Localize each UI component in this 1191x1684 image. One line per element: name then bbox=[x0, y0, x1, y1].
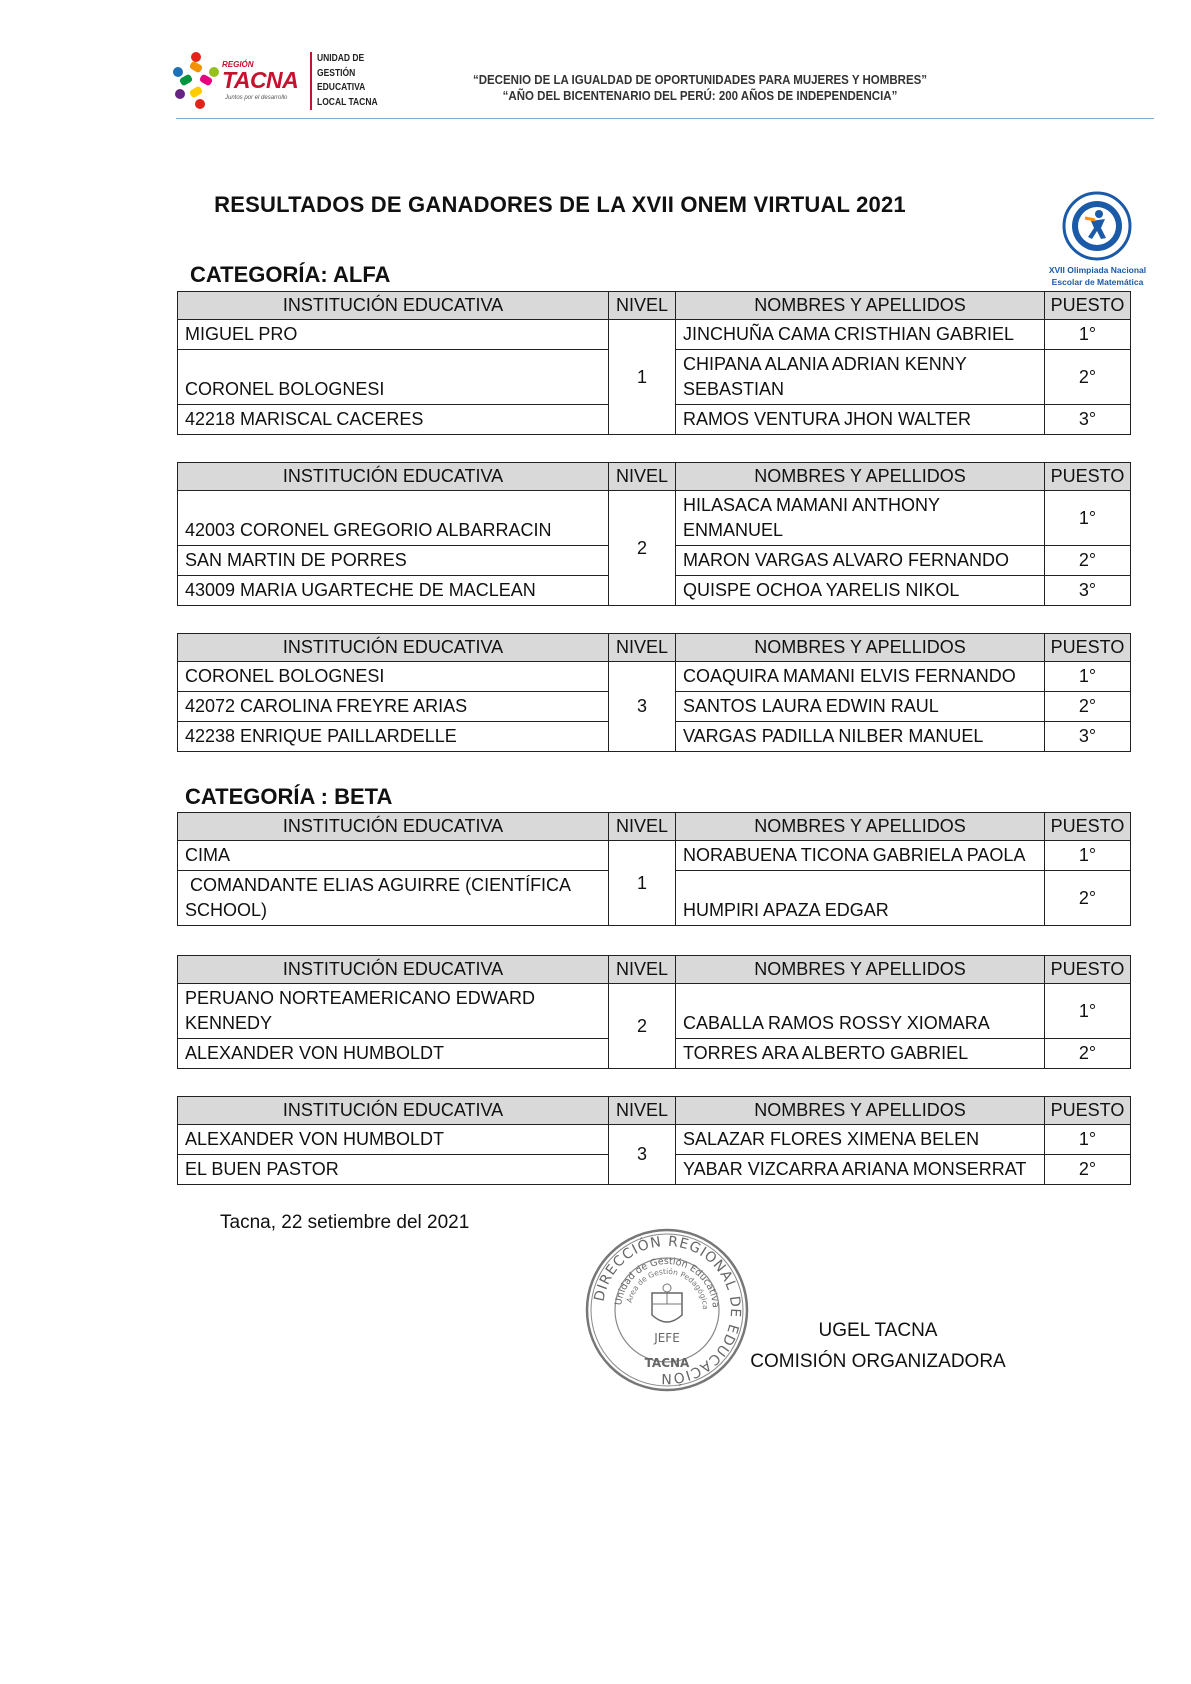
nombre-cell: CABALLA RAMOS ROSSY XIOMARA bbox=[676, 984, 1045, 1039]
table-header-row bbox=[178, 292, 1131, 320]
institucion-cell: ALEXANDER VON HUMBOLDT bbox=[178, 1125, 609, 1155]
nivel-cell: 3 bbox=[609, 1125, 676, 1185]
col-nivel: NIVEL bbox=[609, 956, 676, 984]
col-institucion: INSTITUCIÓN EDUCATIVA bbox=[178, 463, 609, 491]
ugel-line-2: GESTIÓN bbox=[317, 67, 356, 79]
page-header bbox=[0, 0, 1191, 130]
puesto-cell: 1° bbox=[1045, 984, 1131, 1039]
institucion-cell: 42072 CAROLINA FREYRE ARIAS bbox=[178, 692, 609, 722]
institucion-cell: CORONEL BOLOGNESI bbox=[178, 662, 609, 692]
nombre-cell: VARGAS PADILLA NILBER MANUEL bbox=[676, 722, 1045, 752]
alfa-nivel-2-table bbox=[177, 462, 1131, 606]
col-nivel: NIVEL bbox=[609, 463, 676, 491]
ugel-line-4: LOCAL TACNA bbox=[317, 96, 378, 108]
puesto-cell: 1° bbox=[1045, 320, 1131, 350]
puesto-cell: 2° bbox=[1045, 350, 1131, 405]
ugel-line-3: EDUCATIVA bbox=[317, 82, 366, 93]
ugel-line-1: UNIDAD DE bbox=[317, 53, 365, 64]
table-header-row bbox=[178, 463, 1131, 491]
nombre-cell: YABAR VIZCARRA ARIANA MONSERRAT bbox=[676, 1155, 1045, 1185]
ugel-name bbox=[317, 52, 378, 110]
nivel-cell: 2 bbox=[609, 491, 676, 606]
nombre-cell: QUISPE OCHOA YARELIS NIKOL bbox=[676, 576, 1045, 606]
header-divider bbox=[176, 118, 1154, 119]
onem-emblem-icon bbox=[1035, 188, 1160, 264]
col-institucion: INSTITUCIÓN EDUCATIVA bbox=[178, 634, 609, 662]
nombre-cell: COAQUIRA MAMANI ELVIS FERNANDO bbox=[676, 662, 1045, 692]
table-header-row bbox=[178, 813, 1131, 841]
puesto-cell: 2° bbox=[1045, 546, 1131, 576]
ugel-tacna-logo bbox=[170, 50, 390, 114]
puesto-cell: 1° bbox=[1045, 1125, 1131, 1155]
nivel-cell: 1 bbox=[609, 320, 676, 435]
nombre-cell: MARON VARGAS ALVARO FERNANDO bbox=[676, 546, 1045, 576]
table-header-row bbox=[178, 956, 1131, 984]
col-institucion: INSTITUCIÓN EDUCATIVA bbox=[178, 956, 609, 984]
nivel-cell: 1 bbox=[609, 841, 676, 926]
col-nombres: NOMBRES Y APELLIDOS bbox=[676, 1097, 1045, 1125]
beta-nivel-2-table bbox=[177, 955, 1131, 1069]
col-nivel: NIVEL bbox=[609, 1097, 676, 1125]
category-beta-heading: CATEGORÍA : BETA bbox=[185, 784, 393, 809]
document-date: Tacna, 22 setiembre del 2021 bbox=[220, 1212, 470, 1233]
nombre-cell: HUMPIRI APAZA EDGAR bbox=[676, 871, 1045, 926]
logo-divider bbox=[310, 52, 312, 110]
col-institucion: INSTITUCIÓN EDUCATIVA bbox=[178, 292, 609, 320]
nombre-cell: RAMOS VENTURA JHON WALTER bbox=[676, 405, 1045, 435]
table-header-row bbox=[178, 1097, 1131, 1125]
col-puesto: PUESTO bbox=[1045, 292, 1131, 320]
puesto-cell: 2° bbox=[1045, 1039, 1131, 1069]
seal-outer-text: DIRECCIÓN REGIONAL DE EDUCACIÓN bbox=[591, 1233, 744, 1387]
puesto-cell: 3° bbox=[1045, 405, 1131, 435]
category-alfa-heading: CATEGORÍA: ALFA bbox=[190, 262, 391, 287]
institucion-cell: CIMA bbox=[178, 841, 609, 871]
table-row bbox=[178, 1125, 1131, 1155]
nombre-cell: CHIPANA ALANIA ADRIAN KENNY SEBASTIAN bbox=[676, 350, 1045, 405]
institucion-cell: CORONEL BOLOGNESI bbox=[178, 350, 609, 405]
onem-logo bbox=[1035, 188, 1160, 288]
puesto-cell: 2° bbox=[1045, 871, 1131, 926]
table-row bbox=[178, 491, 1131, 546]
institucion-cell: 42003 CORONEL GREGORIO ALBARRACIN bbox=[178, 491, 609, 546]
table-row bbox=[178, 662, 1131, 692]
puesto-cell: 1° bbox=[1045, 491, 1131, 546]
institucion-cell: EL BUEN PASTOR bbox=[178, 1155, 609, 1185]
institucion-cell: ALEXANDER VON HUMBOLDT bbox=[178, 1039, 609, 1069]
institucion-cell: COMANDANTE ELIAS AGUIRRE (CIENTÍFICA SCHOOL) bbox=[178, 871, 609, 926]
col-institucion: INSTITUCIÓN EDUCATIVA bbox=[178, 1097, 609, 1125]
table-row bbox=[178, 841, 1131, 871]
alfa-nivel-3-table bbox=[177, 633, 1131, 752]
institucion-cell: 42238 ENRIQUE PAILLARDELLE bbox=[178, 722, 609, 752]
col-nivel: NIVEL bbox=[609, 292, 676, 320]
region-name: TACNA bbox=[222, 67, 299, 93]
institucion-cell: PERUANO NORTEAMERICANO EDWARD KENNEDY bbox=[178, 984, 609, 1039]
nivel-cell: 3 bbox=[609, 662, 676, 752]
onem-label-line-2: Escolar de Matemática bbox=[1051, 277, 1144, 287]
seal-inner-text-2: Área de Gestión Pedagógica bbox=[624, 1266, 711, 1310]
beta-nivel-3-table bbox=[177, 1096, 1131, 1185]
nombre-cell: TORRES ARA ALBERTO GABRIEL bbox=[676, 1039, 1045, 1069]
puesto-cell: 1° bbox=[1045, 841, 1131, 871]
puesto-cell: 3° bbox=[1045, 722, 1131, 752]
col-puesto: PUESTO bbox=[1045, 813, 1131, 841]
col-nivel: NIVEL bbox=[609, 813, 676, 841]
institucion-cell: MIGUEL PRO bbox=[178, 320, 609, 350]
signature-line-1: UGEL TACNA bbox=[818, 1320, 938, 1341]
col-puesto: PUESTO bbox=[1045, 634, 1131, 662]
page-title: RESULTADOS DE GANADORES DE LA XVII ONEM VIRTUAL 2021 bbox=[214, 192, 906, 217]
seal-inner-text: Unidad de Gestión Educativa bbox=[613, 1255, 722, 1309]
year-motto bbox=[442, 72, 957, 104]
table-header-row bbox=[178, 634, 1131, 662]
puesto-cell: 2° bbox=[1045, 692, 1131, 722]
nivel-cell: 2 bbox=[609, 984, 676, 1069]
nombre-cell: JINCHUÑA CAMA CRISTHIAN GABRIEL bbox=[676, 320, 1045, 350]
onem-logo-label bbox=[1035, 264, 1160, 288]
seal-stamp-icon bbox=[582, 1225, 752, 1395]
puesto-cell: 1° bbox=[1045, 662, 1131, 692]
puesto-cell: 2° bbox=[1045, 1155, 1131, 1185]
col-nombres: NOMBRES Y APELLIDOS bbox=[676, 956, 1045, 984]
region-small-label: REGIÓN bbox=[222, 60, 254, 69]
table-row bbox=[178, 984, 1131, 1039]
col-institucion: INSTITUCIÓN EDUCATIVA bbox=[178, 813, 609, 841]
alfa-nivel-1-table bbox=[177, 291, 1131, 435]
seal-city: TACNA bbox=[644, 1356, 690, 1370]
signature-line-2: COMISIÓN ORGANIZADORA bbox=[750, 1351, 1006, 1372]
col-nombres: NOMBRES Y APELLIDOS bbox=[676, 813, 1045, 841]
col-nombres: NOMBRES Y APELLIDOS bbox=[676, 292, 1045, 320]
col-nombres: NOMBRES Y APELLIDOS bbox=[676, 634, 1045, 662]
region-tacna-emblem-icon bbox=[170, 50, 222, 110]
nombre-cell: SALAZAR FLORES XIMENA BELEN bbox=[676, 1125, 1045, 1155]
signature-block bbox=[748, 1315, 1008, 1377]
institucion-cell: SAN MARTIN DE PORRES bbox=[178, 546, 609, 576]
institucion-cell: 43009 MARIA UGARTECHE DE MACLEAN bbox=[178, 576, 609, 606]
motto-line-2: “AÑO DEL BICENTENARIO DEL PERÚ: 200 AÑOS DE INDEPENDENCIA” bbox=[502, 89, 898, 103]
motto-line-1: “DECENIO DE LA IGUALDAD DE OPORTUNIDADES PARA MUJERES Y HOMBRES” bbox=[472, 73, 928, 87]
peru-coat-of-arms-icon bbox=[652, 1284, 682, 1322]
onem-label-line-1: XVII Olimpiada Nacional bbox=[1048, 265, 1147, 275]
nombre-cell: SANTOS LAURA EDWIN RAUL bbox=[676, 692, 1045, 722]
col-puesto: PUESTO bbox=[1045, 463, 1131, 491]
official-seal bbox=[582, 1225, 752, 1395]
col-nombres: NOMBRES Y APELLIDOS bbox=[676, 463, 1045, 491]
puesto-cell: 3° bbox=[1045, 576, 1131, 606]
region-tagline: Juntos por el desarrollo bbox=[225, 95, 288, 101]
col-nivel: NIVEL bbox=[609, 634, 676, 662]
nombre-cell: HILASACA MAMANI ANTHONY ENMANUEL bbox=[676, 491, 1045, 546]
col-puesto: PUESTO bbox=[1045, 1097, 1131, 1125]
nombre-cell: NORABUENA TICONA GABRIELA PAOLA bbox=[676, 841, 1045, 871]
seal-role: JEFE bbox=[654, 1331, 680, 1345]
col-puesto: PUESTO bbox=[1045, 956, 1131, 984]
beta-nivel-1-table bbox=[177, 812, 1131, 926]
table-row bbox=[178, 320, 1131, 350]
institucion-cell: 42218 MARISCAL CACERES bbox=[178, 405, 609, 435]
